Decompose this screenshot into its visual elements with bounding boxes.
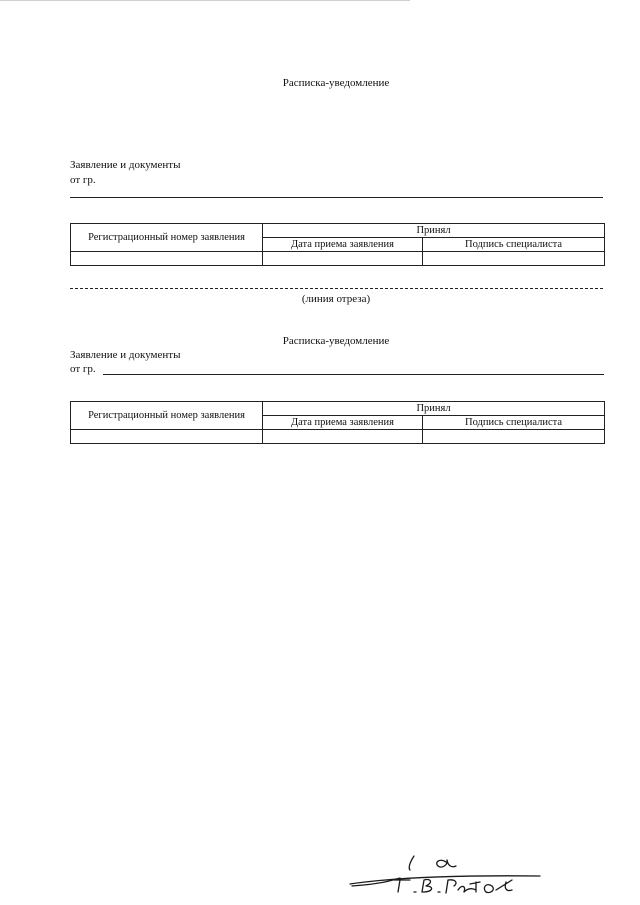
scan-top-edge bbox=[0, 0, 410, 1]
reg-number-header: Регистрационный номер заявления bbox=[71, 402, 263, 430]
reg-number-cell[interactable] bbox=[71, 430, 263, 444]
statement-label-top: Заявление и документы bbox=[70, 159, 181, 171]
from-citizen-label-top: от гр. bbox=[70, 174, 96, 186]
date-header: Дата приема заявления bbox=[263, 416, 423, 430]
receipt-title-bottom: Расписка-уведомление bbox=[282, 335, 390, 347]
signature-header: Подпись специалиста bbox=[423, 238, 605, 252]
signature-cell[interactable] bbox=[423, 252, 605, 266]
cut-line bbox=[70, 288, 603, 289]
signature-cell[interactable] bbox=[423, 430, 605, 444]
citizen-name-line-top bbox=[70, 197, 603, 198]
reg-number-header: Регистрационный номер заявления bbox=[71, 224, 263, 252]
signature-header: Подпись специалиста bbox=[423, 416, 605, 430]
date-header: Дата приема заявления bbox=[263, 238, 423, 252]
statement-label-bottom: Заявление и документы bbox=[70, 349, 181, 361]
accepted-header: Принял bbox=[263, 224, 605, 238]
reg-number-cell[interactable] bbox=[71, 252, 263, 266]
handwritten-signature bbox=[330, 848, 545, 904]
receipt-title-top: Расписка-уведомление bbox=[282, 77, 390, 89]
cut-line-label: (линия отреза) bbox=[301, 293, 371, 305]
citizen-name-line-bottom bbox=[103, 374, 604, 375]
registration-table-bottom bbox=[70, 401, 605, 444]
accepted-header: Принял bbox=[263, 402, 605, 416]
date-cell[interactable] bbox=[263, 430, 423, 444]
registration-table-top bbox=[70, 223, 605, 266]
date-cell[interactable] bbox=[263, 252, 423, 266]
from-citizen-label-bottom: от гр. bbox=[70, 363, 96, 375]
